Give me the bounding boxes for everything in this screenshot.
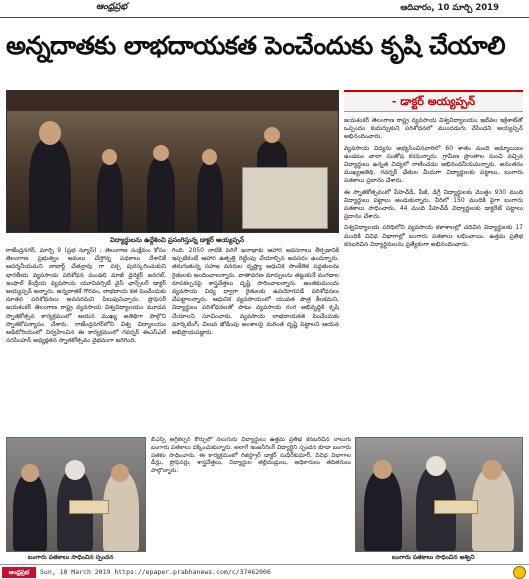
body-paragraph: విశ్వవిద్యాలయ పరిధిలోని వ్యవసాయ కళాశాలల్లో చదివిన విద్యార్థులకు 17 మందికి వివిధ విభాగాల్లో బంగారు పతకాలు లభించాయి. ఉత్తమ ప్రతిభ కనబరిచిన విద్యార్థినులను ప్రత్యేకంగా అభినందించారు. <box>344 224 523 248</box>
inset-caption-right: బంగారు పతకాలు సాధించిన అశ్విని <box>392 554 475 561</box>
body-paragraph: రాజేంద్రనగర్, మార్చి 9 (ప్రభ న్యూస్) : తెలంగాణ సంక్షేమం కోసం తెలంగాణ ప్రభుత్వం అమలు చేస్తోన్న పథకాలు దేశానికే ఆదర్శనీయమని నాబార్డ్ చేతన్రావు గా వర్చ పురస్కరించుకుని భారతీయ వ్యవసాయ పరిశోధన మండలి మాజీ డైరెక్టర్ జనరల్, ఇంఫాల్ కేంద్రీయ వ్యవసాయ యూనివర్సిటీ వైస్ ఛాన్స్‌లర్ డాక్టర్ అయ్యప్పన్ అన్నారు. అన్నదాతకే గౌరవం, లాభదాయ కత పెంచేందుకు నూతన పరిశోధనలు అవసరమని పిలుపునిచ్చారు. ప్రొఫెసర్ జయశంకర్ తెలంగాణ రాష్ట్ర వ్యవసాయ విశ్వవిద్యాలయం మూడవ స్నాతకోత్సవ కార్యక్రమంలో ఆయన ముఖ్య అతిథిగా పాల్గొని స్నాతకోపన్యాసం చేశారు. రాజేంద్రనగర్‌లోని విశ్వ విద్యాలయం ఆడిటోరియంలో నిర్వహించిన ఈ కార్యక్రమంలో గవర్నర్ ఈఎస్ఎల్ నరసింహన్ అధ్యక్షతన స్నాతకోత్సవం వైభవంగా జరిగింది. <box>6 247 166 345</box>
epaper-link[interactable]: Sun, 10 March 2019 https://epaper.prabhanews.com/c/37462006 <box>40 568 271 576</box>
inset-photo-right <box>355 437 523 552</box>
dignitary-head <box>264 127 280 143</box>
body-column-1 <box>6 247 166 433</box>
speaker-figure <box>29 139 71 233</box>
body-column-2 <box>172 247 339 433</box>
podium <box>242 167 328 229</box>
article-byline: - డాక్టర్ అయ్యప్పన్ <box>344 90 523 112</box>
epaper-footer <box>0 564 529 579</box>
publication-logo[interactable]: ఆంధ్రప్రభ <box>2 567 36 578</box>
photo-backdrop <box>7 91 338 111</box>
person-head <box>21 464 39 482</box>
person-figure <box>364 469 402 551</box>
dignitary-head <box>102 149 117 165</box>
body-column-4 <box>151 437 351 561</box>
body-paragraph: గింది. 2050 నాటికి పెరిగే జనాభాకు ఆహార అవసరాలు తీర్చడానికి ఇప్పటికంటే ఆహార ఉత్పత్తి రెట్టింపు చేయాల్సిన అవసరం ఉందన్నారు. తరుగుతున్న సహజ వనరుల దృష్ట్యా ఆధునిక సాంకేతిక పద్ధతులను రైతులకు అందించాలన్నారు. వాతావరణ మార్పులను తట్టుకునే వంగడాల రూపకల్పనపై శాస్త్రవేత్తలు దృష్టి సారించాలన్నారు. అంతకుముందు వ్యవసాయ విద్య ద్వారా రైతులకు ఉపయోగపడే పరిశోధనలు చేపట్టాలన్నారు. ఆధునిక వ్యవసాయంలో యువత పాత్ర కీలకమని, విద్యార్థులు పరిశోధనలతో పాటు వ్యవసాయ రంగ అభివృద్ధికి కృషి చేయాలని సూచించారు. వ్యవసాయ లాభదాయకత పెంచేందుకు మార్కెటింగ్, విలువ జోడింపు అంశాలపై మరింత దృష్టి పెట్టాలని ఆయన అభిప్రాయపడ్డారు. <box>172 247 339 337</box>
body-paragraph: జయశంకర్ తెలంగాణ రాష్ట్ర వ్యవసాయ విశ్వవిద్యాలయం ఇటీవల ఇక్రిశాట్‌తో ఒప్పందం కుదుర్చుకుని పరిశోధనలో ముందడుగు వేసిందని అయ్యప్పన్ అభినందించారు. <box>344 117 523 141</box>
dignitary-figure <box>147 157 175 233</box>
student-head <box>482 460 502 480</box>
certificate <box>69 500 109 514</box>
speaker-head <box>39 121 61 145</box>
inset-photo-left <box>6 437 146 552</box>
dignitary-head <box>153 145 169 161</box>
smiley-icon[interactable] <box>513 566 526 579</box>
dignitary-figure <box>197 161 223 233</box>
student-head <box>111 464 129 482</box>
issue-date: ఆదివారం, 10 మార్చి 2019 <box>400 3 499 13</box>
main-photo-caption: విద్యార్థులను ఉద్దేశించి ప్రసంగిస్తున్న డాక్టర్ అయ్యప్పన్ <box>110 236 245 244</box>
masthead <box>0 0 529 18</box>
person-head <box>373 460 392 479</box>
dignitary-figure <box>97 161 123 233</box>
person-head <box>65 460 85 480</box>
inset-caption-left: బంగారు పతకాలు సాధించిన స్పందన <box>28 554 114 561</box>
main-photo <box>6 90 339 233</box>
body-paragraph: ఈ స్నాతకోత్సవంలో పీహెచ్‌డీ, పీజీ, డిగ్రీ విద్యార్థులకు మొత్తం 930 మంది విద్యార్థులు పట్టాలు అందుకున్నారు. వీరిలో 150 మందికి పైగా బంగారు పతకాలు సాధించారు. 44 మంది పీహెచ్‌డీ విద్యార్థులకు డాక్టరేట్ పట్టాలు ప్రదానం చేశారు. <box>344 188 523 221</box>
person-head <box>426 456 446 476</box>
body-paragraph: వ్యవసాయ విద్యను అభ్యసించినవారిలో 60 శాతం మంది అమ్మాయిలు ఉండటం చాలా సంతోష కరమన్నారు. గ్రామీణ ప్రాంతాల నుంచి వచ్చిన విద్యార్థులు ఉన్నత విద్యలో రాణించడం అభినందనీయమన్నారు. అనంతరం ముఖ్యఅతిథి, గవర్నర్ చేతుల మీదుగా విద్యార్థులకు పట్టాలు, బంగారు పతకాలు ప్రదానం చేశారు. <box>344 144 523 185</box>
body-column-3 <box>344 117 523 433</box>
dignitary-head <box>202 149 217 165</box>
person-figure <box>13 473 47 551</box>
publication-name: ఆంధ్రప్రభ <box>96 2 128 12</box>
article-headline: అన్నదాతకు లాభదాయకత పెంచేందుకు కృషి చేయాలి <box>6 31 506 60</box>
body-paragraph: బీఎస్సీ అగ్రికల్చర్ కోర్సులో నలుగురు విద్యార్థులు ఉత్తమ ప్రతిభ కనబరిచిన నాలుగు బంగారు పతకాలు దక్కించుకున్నారు. అలాగే ఇంజనీరింగ్ విద్యార్థిని స్పందన కూడా బంగారు పతకం సాధించారు. ఈ కార్యక్రమంలో రిజిస్ట్రార్ డాక్టర్ సుధీర్‌కుమార్, వివిధ విభాగాల డీన్లు, ప్రొఫెసర్లు, శాస్త్రవేత్తలు, విద్యార్థుల తల్లిదండ్రులు, అధికారులు తదితరులు పాల్గొన్నారు. <box>151 437 351 475</box>
certificate <box>434 500 478 514</box>
